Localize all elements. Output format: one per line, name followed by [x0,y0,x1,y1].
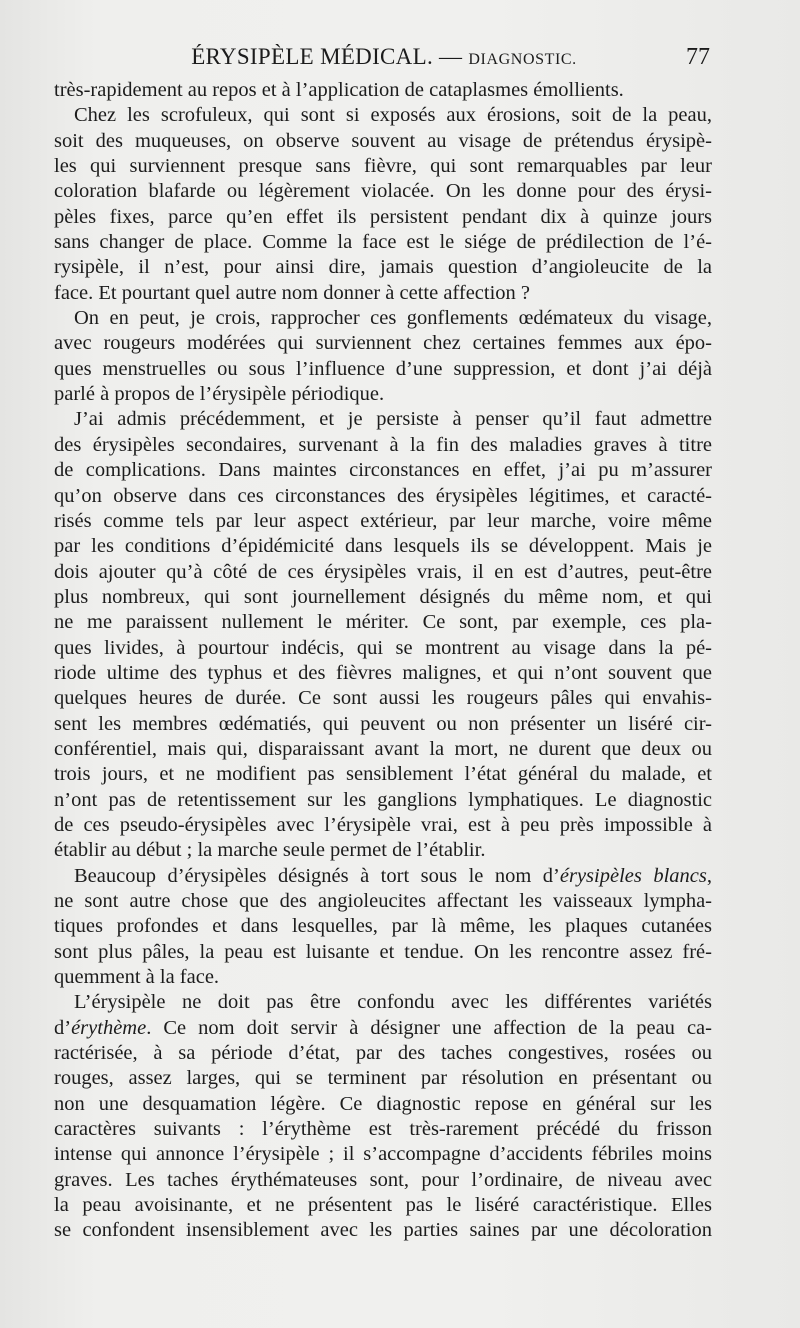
text-segment: . Ce nom doit servir à désigner une affection de la peau ca- [146,1016,712,1039]
text-segment: soit des muqueuses, on observe souvent au visage de prétendus érysipè- [54,129,712,152]
text-line [54,686,712,711]
text-segment: caractères suivants : l’érythème est très-rarement précédé du frisson [54,1118,712,1141]
text-line [54,331,712,356]
text-segment: qu’on observe dans ces circonstances des érysipèles légitimes, et caracté- [54,484,712,507]
text-line [54,1168,712,1193]
text-line [54,788,712,813]
running-title [56,40,712,77]
text-segment: conférentiel, mais qui, disparaissant avant la mort, ne durent que deux ou [54,737,712,760]
text-segment: Chez les scrofuleux, qui sont si exposés aux érosions, soit de la peau, [74,104,712,127]
text-line [54,179,712,204]
text-line [54,433,712,458]
text-segment: riode ultime des typhus et des fièvres malignes, et qui n’ont souvent que [54,661,712,684]
text-segment: face. Et pourtant quel autre nom donner à cette affection ? [54,281,531,304]
text-segment: sent les membres œdématiés, qui peuvent ou non présenter un liséré cir- [54,712,712,735]
text-line [54,1041,712,1066]
text-segment: parlé à propos de l’érysipèle périodique. [54,383,385,406]
text-segment: quemment à la face. [54,966,220,989]
running-title-main: ÉRYSIPÈLE MÉDICAL. — [191,44,469,69]
text-line [54,636,712,661]
text-segment: Beaucoup d’érysipèles désignés à tort sous le nom d’ [74,864,560,887]
text-segment: se confondent insensiblement avec les parties saines par une décoloration [54,1219,712,1242]
text-line [54,255,712,280]
text-line [54,1066,712,1091]
text-segment: ractérisée, à sa période d’état, par des taches congestives, rosées ou [54,1042,712,1065]
text-line [54,484,712,509]
text-line [54,78,712,103]
text-line [54,560,712,585]
text-line [54,813,712,838]
text-line [54,1193,712,1218]
text-segment: d’ [54,1016,72,1039]
text-line [54,230,712,255]
text-line [54,154,712,179]
text-segment: la peau avoisinante, et ne présentent pas le liséré caractéristique. Elles [54,1194,712,1217]
text-line [54,1117,712,1142]
text-segment: L’érysipèle ne doit pas être confondu avec les différentes variétés [74,991,712,1014]
text-segment: J’ai admis précédemment, et je persiste à penser qu’il faut admettre [74,408,712,431]
text-line [54,610,712,635]
text-line [54,914,712,939]
text-line [54,407,712,432]
text-segment: rouges, assez larges, qui se terminent par résolution en présentant ou [54,1067,712,1090]
text-segment: On en peut, je crois, rapprocher ces gonflements œdémateux du visage, [74,307,712,330]
text-segment: sans changer de place. Comme la face est le siége de prédilection de l’é- [54,231,712,254]
text-line [54,357,712,382]
text-segment: dois ajouter qu’à côté de ces érysipèles vrais, il en est d’autres, peut-être [54,560,712,583]
body-text [54,78,712,1244]
text-line [54,864,712,889]
text-segment: avec rougeurs modérées qui surviennent chez certaines femmes aux épo- [54,332,712,355]
text-segment: ne sont autre chose que des angioleucites affectant les vaisseaux lympha- [54,890,712,912]
text-segment: quelques heures de durée. Ce sont aussi les rougeurs pâles qui envahis- [54,687,712,710]
text-line [54,712,712,737]
text-segment: plus nombreux, qui sont journellement désignés du même nom, et qui [54,585,712,608]
text-segment: ques menstruelles ou sous l’influence d’une suppression, et dont j’ai déjà [54,357,712,380]
text-segment: établir au début ; la marche seule permet de l’établir. [54,839,486,862]
text-line [54,661,712,686]
text-segment: ques livides, à pourtour indécis, qui se montrent au visage dans la pé- [54,636,712,659]
italic-term: érysipèles blancs [559,864,707,887]
text-line [54,585,712,610]
running-title-section: DIAGNOSTIC. [468,51,577,68]
running-header [56,40,712,74]
text-line [54,737,712,762]
text-segment: risés comme tels par leur aspect extérieur, par leur marche, voire même [54,509,712,532]
text-segment: , [706,864,712,887]
text-line [54,103,712,128]
text-segment: n’ont pas de retentissement sur les ganglions lymphatiques. Le diagnostic [54,788,712,811]
text-segment: par les conditions d’épidémicité dans lesquels ils se développent. Mais je [54,535,712,558]
text-line [54,965,712,990]
text-line [54,534,712,559]
text-line [54,762,712,787]
text-line [54,1218,712,1243]
text-segment: coloration blafarde ou légèrement violacée. On les donne pour des érysi- [54,180,712,203]
text-segment: graves. Les taches érythémateuses sont, pour l’ordinaire, de niveau avec [54,1168,712,1191]
text-line [54,1142,712,1167]
italic-term: érythème [71,1016,147,1039]
text-line [54,838,712,863]
text-line [54,205,712,230]
text-line [54,458,712,483]
text-segment: tiques profondes et dans lesquelles, par là même, les plaques cutanées [54,915,712,938]
text-line [54,1016,712,1041]
text-line [54,889,712,914]
text-segment: de complications. Dans maintes circonstances en effet, j’ai pu m’assurer [54,459,712,482]
text-segment: ne me paraissent nullement le mériter. Ce sont, par exemple, ces pla- [54,611,712,634]
text-line [54,1092,712,1117]
text-segment: des érysipèles secondaires, survenant à la fin des maladies graves à titre [54,433,712,456]
text-segment: trois jours, et ne modifient pas sensiblement l’état général du malade, et [54,763,712,786]
text-segment: rysipèle, il n’est, pour ainsi dire, jamais question d’angioleucite de la [54,256,712,279]
text-line [54,281,712,306]
text-segment: sont plus pâles, la peau est luisante et tendue. On les rencontre assez fré- [54,940,712,963]
text-segment: non une desquamation légère. Ce diagnostic repose en général sur les [54,1092,712,1115]
text-segment: les qui surviennent presque sans fièvre, qui sont remarquables par leur [54,155,712,178]
text-line [54,509,712,534]
text-segment: de ces pseudo-érysipèles avec l’érysipèle vrai, est à peu près impossible à [54,813,712,836]
text-segment: pèles fixes, parce qu’en effet ils persistent pendant dix à quinze jours [54,205,712,228]
text-line [54,306,712,331]
text-line [54,382,712,407]
text-line [54,129,712,154]
page-number: 77 [686,44,710,70]
text-segment: intense qui annonce l’érysipèle ; il s’accompagne d’accidents fébriles moins [54,1143,712,1166]
text-line [54,940,712,965]
text-line [54,990,712,1015]
text-segment: très-rapidement au repos et à l’application de cataplasmes émollients. [54,79,624,101]
